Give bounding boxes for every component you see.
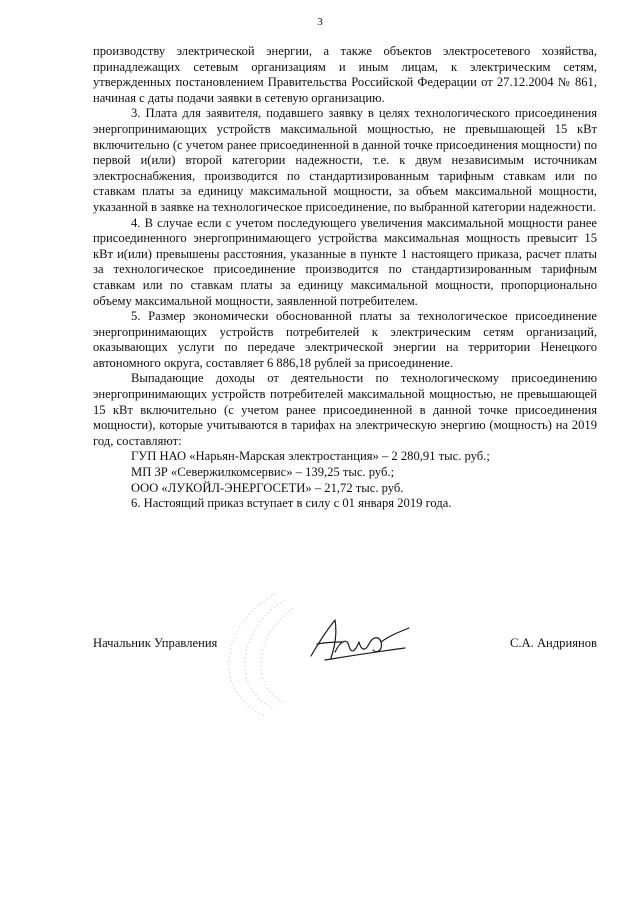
- paragraph-6: 6. Настоящий приказ вступает в силу с 01 января 2019 года.: [131, 496, 452, 511]
- list-item: МП ЗР «Севержилкомсервис» – 139,25 тыс. руб.;: [131, 465, 395, 480]
- signatory-name: С.А. Андриянов: [510, 636, 597, 650]
- paragraph-4: 4. В случае если с учетом последующего увеличения максимальной мощности ранее присоединенного энергопринимающего устройства максимальная мощность превысит 15 кВт и(или) превышены расстояния, указанные в пункте 1 настоящего приказа, расчет платы за технологическое присоединение производится по стандартизированным тарифным ставкам или по ставкам платы за единицу максимальной мощности, пропорционально объему максимальной мощности, заявленной потребителем.: [93, 215, 597, 308]
- signature-block: [93, 636, 597, 656]
- signatory-title: Начальник Управления: [93, 636, 218, 650]
- page-number: 3: [317, 16, 323, 28]
- list-item: ООО «ЛУКОЙЛ-ЭНЕРГОСЕТИ» – 21,72 тыс. руб.: [131, 480, 404, 495]
- paragraph-5: 5. Размер экономически обоснованной платы за технологическое присоединение энергопринимающих устройств потребителей к электрическим сетям организаций, оказывающих услуги по передаче электрической энергии на территории Ненецкого автономного округа, составляет 6 886,18 рублей за присоединение.: [93, 309, 597, 370]
- paragraph-lost-income: Выпадающие доходы от деятельности по технологическому присоединению энергопринимающих устройств потребителей максимальной мощностью, не превышающей 15 кВт включительно (с учетом ранее присоединенной в данной точке присоединения мощности), которые учитываются в тарифах на электрическую энергию (мощность) на 2019 год, составляют:: [93, 371, 597, 448]
- paragraph-continuation: производству электрической энергии, а также объектов электросетевого хозяйства, принадлежащих сетевым организациям и иным лицам, к электрическим сетям, утвержденных постановлением Правительства Российской Федерации от 27.12.2004 № 861, начиная с даты подачи заявки в сетевую организацию.: [93, 44, 597, 105]
- paragraph-3: 3. Плата для заявителя, подавшего заявку в целях технологического присоединения энергопринимающих устройств максимальной мощностью, не превышающей 15 кВт включительно (с учетом ранее присоединенной в данной точке присоединения мощности) по первой и(или) второй категории надежности, т.е. к двум независимым источникам электроснабжения, производится по стандартизированным тарифным ставкам или по ставкам платы за единицу максимальной мощности, за объем максимальной мощности, указанной в заявке на технологическое присоединение, по выбранной категории надежности.: [93, 106, 597, 214]
- list-item: ГУП НАО «Нарьян-Марская электростанция» – 2 280,91 тыс. руб.;: [131, 449, 490, 464]
- income-list: [93, 449, 597, 496]
- document-body: [93, 44, 597, 512]
